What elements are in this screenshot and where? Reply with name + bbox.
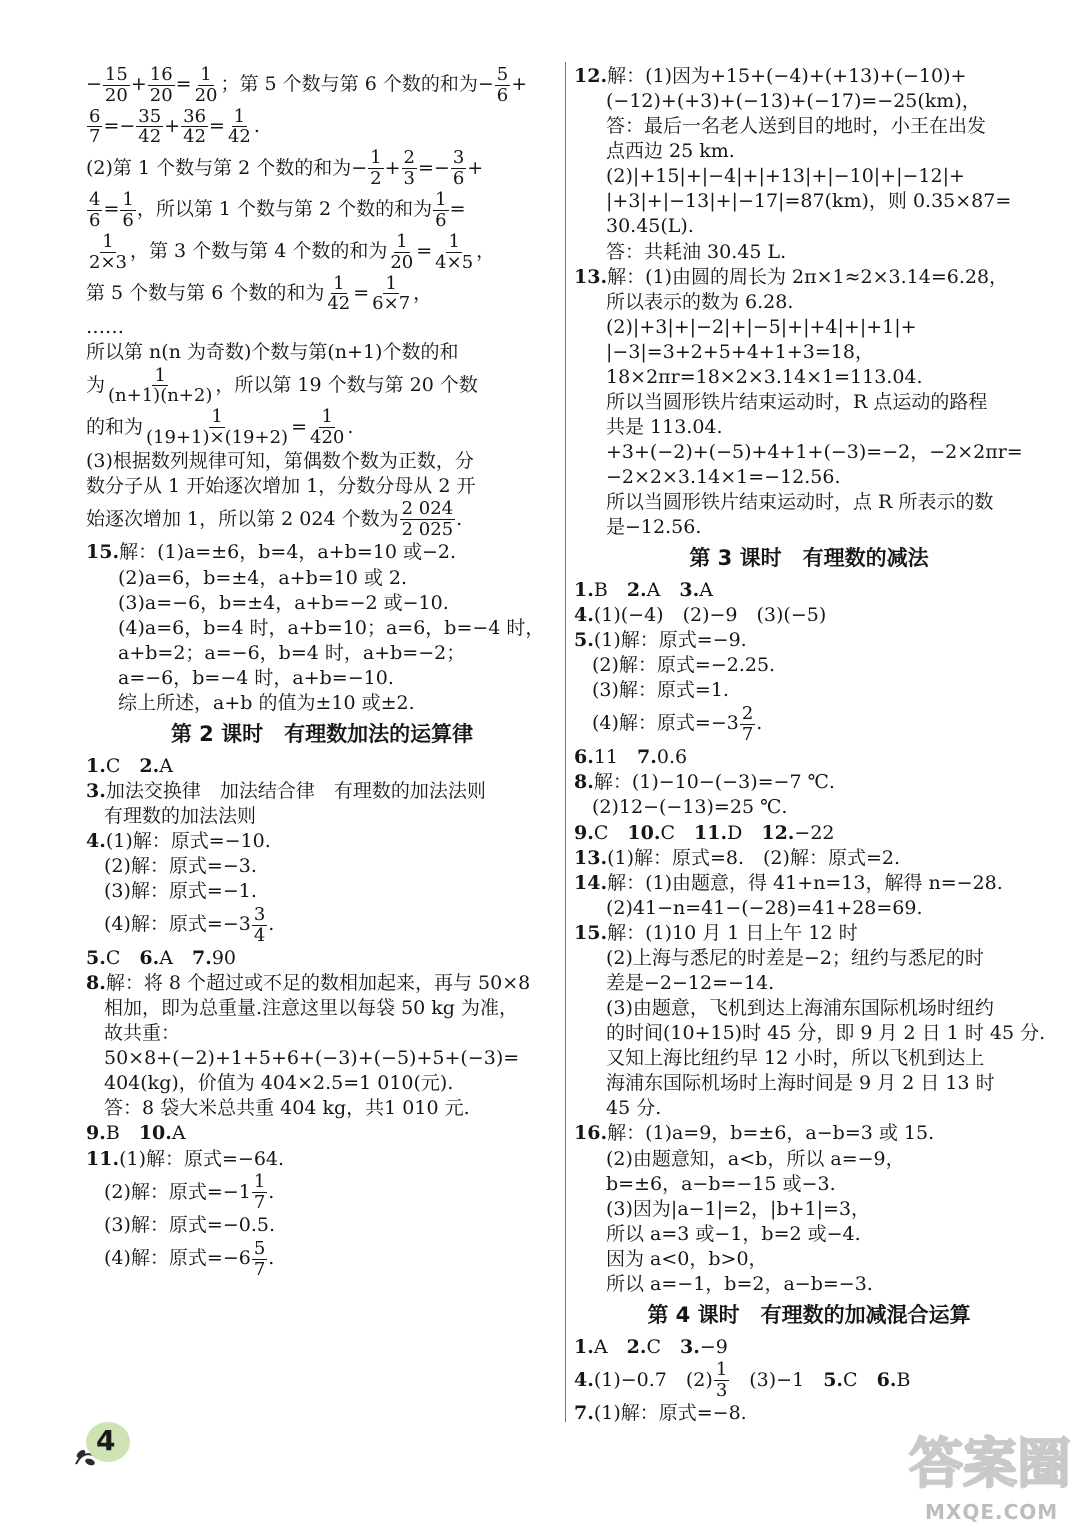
answer-line: 9.B 10.A — [86, 1122, 186, 1145]
question-7: 7.(1)解：原式=−8. — [574, 1402, 747, 1425]
fraction: $\frac{2 024}{2 025}$ — [401, 498, 454, 541]
answer-line: (2)解：原式=−1 $\frac{1}{7}$ . — [104, 1171, 275, 1214]
answer-line: 1.B 2.A 3.A — [574, 579, 713, 602]
question-16: 16.解：(1)a=9，b=±6，a−b=3 或 15. — [574, 1122, 935, 1145]
page-number-badge — [72, 1418, 124, 1470]
fraction: $\frac{15}{20}$ — [104, 63, 128, 106]
fraction: $\frac{3}{4}$ — [253, 903, 266, 946]
answer-line: (3)由题意，飞机到达上海浦东国际机场时纽约 — [606, 997, 994, 1020]
fraction: $\frac{1}{2}$ — [370, 147, 382, 190]
answer-line: |+3|+|−13|+|−17|=87(km)，则 0.35×87= — [606, 190, 1012, 213]
answer-line: (4)解：原式=−6 $\frac{5}{7}$ . — [104, 1238, 275, 1280]
question-11: 11.(1)解：原式=−64. — [86, 1147, 285, 1170]
answer-line: (3)a=−6，b=±4，a+b=−2 或−10. — [118, 591, 449, 614]
answer-line: 答：最后一名老人送到目的地时，小王在出发 — [606, 115, 987, 138]
fraction: $\frac{2}{3}$ — [403, 147, 415, 190]
answer-line: 第 5 个数与第 6 个数的和为 $\frac{1}{42}$ = $\frac{1}{6\times 7}$ ， — [86, 272, 433, 315]
fraction: $\frac{4}{6}$ — [89, 189, 101, 231]
section-heading-lesson-3: 第 3 课时 有理数的减法 — [689, 546, 929, 571]
answer-line: $\frac{6}{7}$ =− $\frac{35}{42}$ + $\frac{36}{42}$ = $\frac{1}{42}$ . — [89, 105, 260, 148]
question-number: 15. — [86, 541, 120, 564]
fraction: $\frac{35}{42}$ — [138, 105, 162, 148]
answer-line: 50×8+(−2)+1+5+6+(−3)+(−5)+5+(−3)= — [104, 1047, 520, 1070]
section-heading-lesson-4: 第 4 课时 有理数的加减混合运算 — [647, 1302, 971, 1327]
answer-line: (2)第 1 个数与第 2 个数的和为− $\frac{1}{2}$ + $\frac{2}{3}$ =− $\frac{3}{6}$ + — [86, 147, 484, 190]
answer-line: (4)解：原式=−3 $\frac{3}{4}$ . — [104, 903, 275, 946]
answer-line: 是−12.56. — [606, 516, 702, 539]
answer-line: −2×2×3.14×1=−12.56. — [606, 466, 841, 489]
answer-line: (2)a=6，b=±4，a+b=10 或 2. — [118, 566, 408, 589]
fraction: $\frac{3}{6}$ — [452, 147, 465, 190]
answer-line: 6.11 7.0.6 — [574, 746, 688, 769]
answer-line: 9.C 10.C 11.D 12.−22 — [574, 821, 835, 844]
question-15: 15.解：(1)a=±6，b=4，a+b=10 或−2. — [86, 541, 456, 564]
watermark-glyphs: 答案圈 — [909, 1432, 1071, 1495]
answer-line: (3)因为|a−1|=2，|b+1|=3， — [606, 1197, 871, 1220]
fraction: $\frac{1}{6}$ — [122, 189, 134, 231]
answer-line: 答：共耗油 30.45 L. — [606, 240, 787, 263]
answer-line: (3)根据数列规律可知，第偶数个数为正数，分 — [86, 449, 474, 472]
page-number: 4 — [96, 1424, 116, 1457]
answer-line: 海浦东国际机场时上海时间是 9 月 2 日 13 时 — [606, 1072, 995, 1095]
answer-line: 1.A 2.C 3.−9 — [574, 1335, 728, 1358]
answer-line: 所以表示的数为 6.28. — [606, 290, 794, 313]
answer-line: 始逐次增加 1，所以第 2 024 个数为 $\frac{2 024}{2 025}$ . — [86, 498, 463, 541]
answer-line: 故共重： — [104, 1022, 181, 1045]
question-13: 13.(1)解：原式=8. (2)解：原式=2. — [574, 846, 900, 869]
answer-line: (3)解：原式=−0.5. — [104, 1214, 276, 1237]
answer-line: 30.45(L). — [606, 215, 694, 238]
fraction: $\frac{1}{7}$ — [253, 1171, 266, 1214]
answer-line: 的和为 $\frac{1}{(19+1)\times(19+2)}$ = $\frac{1}{420}$ . — [86, 406, 354, 449]
answer-line: 5.C 6.A 7.90 — [86, 946, 237, 969]
fraction: $\frac{16}{20}$ — [149, 63, 173, 106]
answer-line: 所以第 n(n 为奇数)个数与第(n+1)个数的和 — [86, 340, 459, 363]
question-15: 15.解：(1)10 月 1 日上午 12 时 — [574, 921, 858, 944]
fraction: $\frac{1}{3}$ — [715, 1359, 728, 1402]
fraction: $\frac{1}{42}$ — [227, 105, 251, 148]
answer-line: 所以 a=−1，b=2，a−b=−3. — [606, 1272, 873, 1295]
fraction: $\frac{2}{7}$ — [741, 703, 754, 745]
answer-line: 1.C 2.A — [86, 754, 173, 777]
answer-line: $\frac{1}{2\times 3}$ ，第 3 个数与第 4 个数的和为 $\frac{1}{20}$ = $\frac{1}{4\times 5}$ ， — [89, 230, 496, 273]
answer-line: 45 分. — [606, 1097, 662, 1120]
answer-line: b=±6，a−b=−15 或−3. — [606, 1172, 836, 1195]
answer-line: (−12)+(+3)+(−13)+(−17)=−25(km)， — [606, 90, 981, 113]
watermark-logo-icon — [905, 1420, 1075, 1500]
answer-line: 因为 a<0，b>0， — [606, 1247, 768, 1270]
answer-line: − $\frac{15}{20}$ + $\frac{16}{20}$ = $\frac{1}{20}$ ；第 5 个数与第 6 个数的和为− $\frac{5}{6}$ + — [86, 63, 528, 106]
answer-line: (4)a=6，b=4 时，a+b=10；a=6，b=−4 时， — [118, 616, 545, 639]
answer-line: 404(kg)，价值为 404×2.5=1 010(元). — [104, 1072, 454, 1095]
answer-line: 数分子从 1 开始逐次增加 1，分数分母从 2 开 — [86, 474, 476, 497]
answer-line: (2)由题意知，a<b，所以 a=−9， — [606, 1147, 905, 1170]
question-4: 4.(1)解：原式=−10. — [86, 829, 271, 852]
fraction: $\frac{1}{(n+1)(n+2)}$ — [108, 364, 213, 407]
question-8: 8.解：将 8 个超过或不足的数相加起来，再与 50×8 — [86, 971, 531, 994]
answer-line: 的时间(10+15)时 45 分，即 9 月 2 日 1 时 45 分. — [606, 1022, 1046, 1045]
question-3: 3.加法交换律 加法结合律 有理数的加法法则 — [86, 779, 486, 802]
fraction: $\frac{36}{42}$ — [183, 105, 207, 148]
answer-line: 综上所述，a+b 的值为±10 或±2. — [118, 691, 415, 714]
question-8: 8.解：(1)−10−(−3)=−7 ℃. — [574, 771, 835, 794]
question-5: 5.(1)解：原式=−9. — [574, 629, 747, 652]
answer-line: …… — [86, 315, 124, 338]
section-heading-lesson-2: 第 2 课时 有理数加法的运算律 — [170, 722, 474, 747]
left-column — [86, 64, 558, 1280]
answer-line: a=−6，b=−4 时，a+b=−10. — [118, 666, 394, 689]
fraction: $\frac{5}{7}$ — [253, 1238, 266, 1280]
answer-line: (2)41−n=41−(−28)=41+28=69. — [606, 896, 923, 919]
answer-line: |−3|=3+2+5+4+1+3=18， — [606, 340, 874, 363]
question-4: 4.(1)(−4) (2)−9 (3)(−5) — [574, 604, 827, 627]
question-14: 14.解：(1)由题意，得 41+n=13，解得 n=−28. — [574, 871, 1003, 894]
answer-line: (2)解：原式=−3. — [104, 854, 257, 877]
answer-line: (4)解：原式=−3 $\frac{2}{7}$ . — [592, 703, 763, 745]
fraction: $\frac{1}{2\times 3}$ — [89, 230, 127, 273]
answer-line: 差是−2−12=−14. — [606, 971, 775, 994]
answer-line: 有理数的加法法则 — [104, 804, 257, 827]
question-12: 12.解：(1)因为+15+(−4)+(+13)+(−10)+ — [574, 65, 967, 87]
fraction: $\frac{1}{20}$ — [194, 63, 218, 106]
answer-line: (3)解：原式=1. — [592, 679, 729, 702]
answer-line: 为 $\frac{1}{(n+1)(n+2)}$ ，所以第 19 个数与第 20 个数 — [86, 364, 478, 407]
fraction: $\frac{1}{(19+1)\times(19+2)}$ — [146, 406, 289, 449]
answer-line: 共是 113.04. — [606, 416, 723, 439]
fraction: $\frac{1}{6}$ — [435, 189, 447, 231]
watermark-text: MXQE.COM — [925, 1500, 1059, 1524]
answer-line: 18×2πr=18×2×3.14×1=113.04. — [606, 365, 923, 388]
answer-line: 又知上海比纽约早 12 小时，所以飞机到达上 — [606, 1047, 985, 1070]
answer-line: 所以当圆形铁片结束运动时，R 点运动的路程 — [606, 391, 988, 414]
answer-line: (2)解：原式=−2.25. — [592, 654, 776, 677]
answer-line: 所以 a=3 或−1，b=2 或−4. — [606, 1222, 861, 1245]
answer-line: 答：8 袋大米总共重 404 kg，共1 010 元. — [104, 1097, 470, 1120]
fraction: $\frac{6}{7}$ — [89, 105, 101, 148]
column-divider — [565, 62, 566, 1422]
answer-line: (2)上海与悉尼的时差是−2；纽约与悉尼的时 — [606, 946, 984, 969]
answer-line: $\frac{4}{6}$ = $\frac{1}{6}$ ，所以第 1 个数与第 2 个数的和为 $\frac{1}{6}$ = — [89, 189, 466, 231]
question-13: 13.解：(1)由圆的周长为 2π×1≈2×3.14=6.28， — [574, 265, 1009, 288]
fraction: $\frac{1}{20}$ — [390, 230, 414, 273]
watermark — [905, 1420, 1075, 1532]
answer-line: 相加，即为总重量.注意这里以每袋 50 kg 为准， — [104, 997, 519, 1020]
right-column — [574, 64, 1044, 1427]
answer-line: (2)|+15|+|−4|+|+13|+|−10|+|−12|+ — [606, 165, 965, 188]
question-4: 4.(1)−0.7 (2) $\frac{1}{3}$ (3)−1 5.C 6.B — [574, 1359, 911, 1402]
answer-line: 所以当圆形铁片结束运动时，点 R 所表示的数 — [606, 491, 994, 514]
fraction: $\frac{1}{42}$ — [327, 272, 351, 315]
answer-line: (2)12−(−13)=25 ℃. — [592, 796, 788, 819]
answer-line: (2)|+3|+|−2|+|−5|+|+4|+|+1|+ — [606, 315, 917, 338]
fraction: $\frac{1}{4\times 5}$ — [435, 230, 474, 273]
answer-line: a+b=2；a=−6，b=4 时，a+b=−2； — [118, 641, 466, 664]
fraction: $\frac{1}{420}$ — [310, 406, 345, 449]
answer-line: +3+(−2)+(−5)+4+1+(−3)=−2，−2×2πr= — [606, 441, 1023, 464]
fraction: $\frac{1}{6\times 7}$ — [372, 272, 411, 315]
fraction: $\frac{5}{6}$ — [496, 63, 509, 106]
answer-line: (3)解：原式=−1. — [104, 880, 257, 903]
answer-line: 点西边 25 km. — [606, 140, 735, 163]
